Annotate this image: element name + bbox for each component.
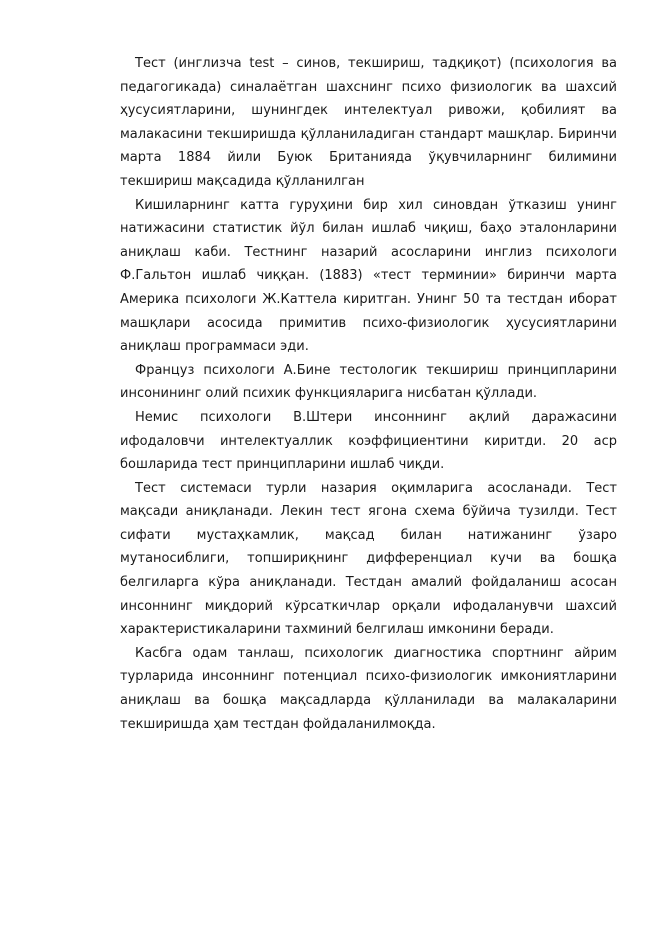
paragraph-test-history: Кишиларнинг катта гуруҳини бир хил синовдан ўтказиш унинг натижасини статистик йўл билан ишлаб чиқиш, баҳо эталонларини аниқлаш каби. Тестнинг назарий асосларини инглиз психологи Ф.Гальтон ишлаб чиққан. (1883) «тест терминии» биринчи марта Америка психологи Ж.Каттела киритган. Унинг 50 та тестдан иборат машқлари асосида примитив психо-физиологик ҳусусиятларини аниқлаш программаси эди. xyxy=(120,197,617,355)
paragraph-test-system: Тест системаси турли назария оқимларига асосланади. Тест мақсади аниқланади. Лекин тест ягона схема бўйича тузилди. Тест сифати мустаҳкамлик, мақсад билан натижанинг ўзаро мутаносиблиги, топшириқнинг дифференциал кучи ва бошқа белгиларга кўра аниқланади. Тестдан амалий фойдаланиш асосан инсоннинг миқдорий кўрсаткичлар орқали ифодаланувчи шахсий характеристикаларини тахминий белгилаш имконини беради. xyxy=(120,480,617,638)
paragraph-binet: Француз психологи А.Бине тестологик текшириш принципларини инсонининг олий психик функцияларига нисбатан қўллади. xyxy=(120,362,617,402)
paragraph-test-usage: Касбга одам танлаш, психологик диагностика спортнинг айрим турларида инсоннинг потенциал психо-физиологик имкониятларини аниқлаш ва бошқа мақсадларда қўлланилади ва малакаларини текширишда ҳам тестдан фойдаланилмоқда. xyxy=(120,645,617,732)
paragraph-stern: Немис психологи В.Штери инсоннинг ақлий даражасини ифодаловчи интелектуаллик коэффициентини киритди. 20 аср бошларида тест принципларини ишлаб чиқди. xyxy=(120,409,617,473)
paragraph-test-definition: Тест (инглизча test – синов, текшириш, тадқиқот) (психология ва педагогикада) синалаётган шахснинг психо физиологик ва шахсий ҳусусиятларини, шунингдек интелектуал ривожи, қобилият ва малакасини текширишда қўлланиладиган стандарт машқлар. Биринчи марта 1884 йили Буюк Британияда ўқувчиларнинг билимини текшириш мақсадида қўлланилган xyxy=(120,56,617,189)
document-body xyxy=(120,52,617,736)
